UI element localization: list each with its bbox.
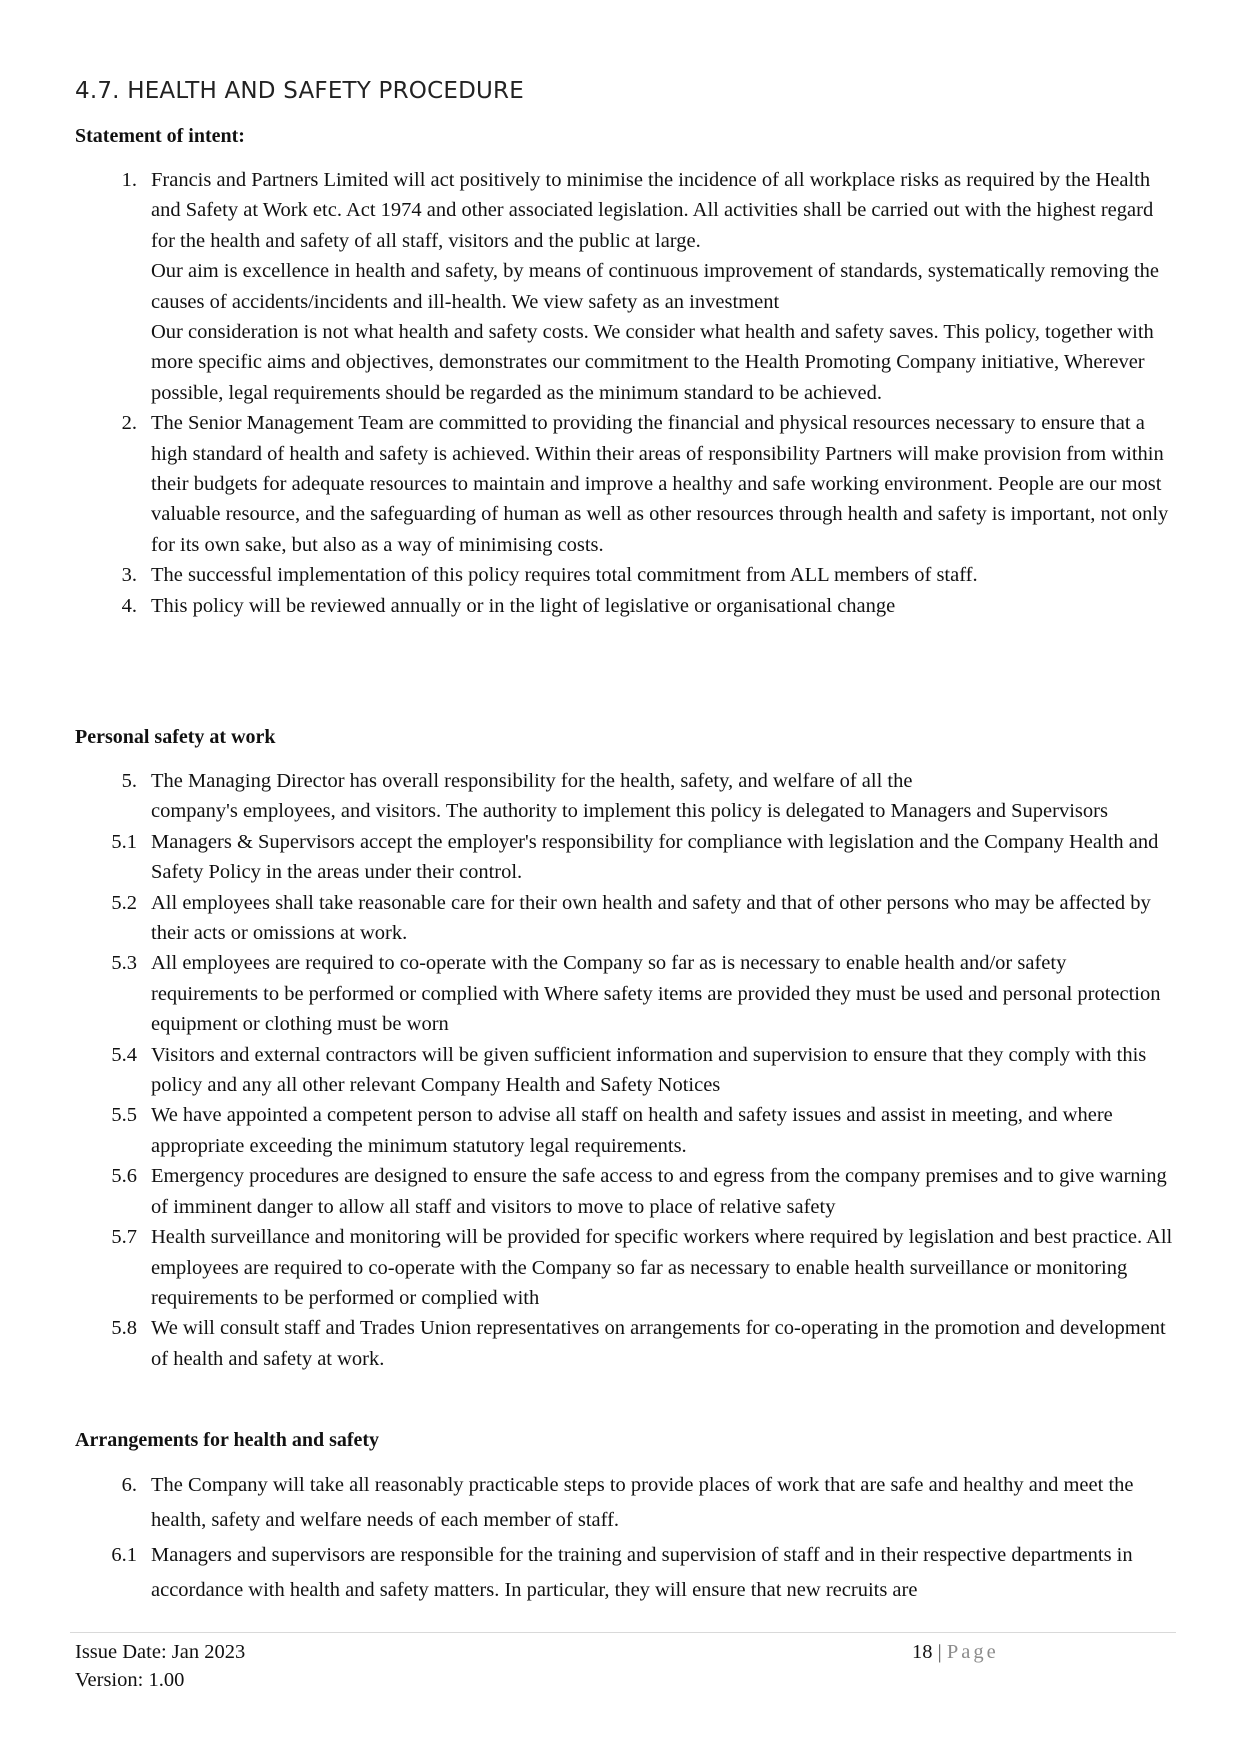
item-text: Managers and supervisors are responsible for the training and supervision of staff and in their respective departments in accordance with health and safety matters. In particular, they will ensure that new recruits are (151, 1544, 1133, 1601)
paragraph: company's employees, and visitors. The authority to implement this policy is delegated to Managers and Supervisors (151, 800, 1108, 823)
item-number: 5.6 (111, 1165, 137, 1188)
item-number: 5.7 (111, 1226, 137, 1249)
paragraph: The Managing Director has overall responsibility for the health, safety, and welfare of all the (151, 770, 913, 792)
item-text (151, 165, 1175, 408)
item-text: Health surveillance and monitoring will be provided for specific workers where required by legislation and best practice. All employees are required to co-operate with the Company so far as necessary to enable health surveillance or monitoring requirements to be performed or complied with (151, 1226, 1173, 1309)
section-heading: 4.7. HEALTH AND SAFETY PROCEDURE (75, 78, 524, 104)
paragraph: Our consideration is not what health and safety costs. We consider what health and safety saves. This policy, together with more specific aims and objectives, demonstrates our commitment to the Health Promoting Company initiative, Wherever possible, legal requirements should be regarded as the minimum standard to be achieved. (151, 321, 1154, 404)
item-text: The Senior Management Team are committed to providing the financial and physical resources necessary to ensure that a high standard of health and safety is achieved. Within their areas of responsibility Partners will make provision from within their budgets for adequate resources to maintain and improve a healthy and safe working environment. People are our most valuable resource, and the safeguarding of human as well as other resources through health and safety is important, not only for its own sake, but also as a way of minimising costs. (151, 412, 1169, 556)
list-item (75, 1313, 1175, 1374)
list-item (75, 888, 1175, 949)
paragraph: Our aim is excellence in health and safety, by means of continuous improvement of standards, systematically removing the causes of accidents/incidents and ill-health. We view safety as an investment (151, 260, 1160, 313)
subsection-title: Arrangements for health and safety (75, 1429, 380, 1451)
list-item (75, 1161, 1175, 1222)
item-number: 5.3 (111, 952, 137, 975)
list-item (75, 766, 1175, 827)
item-number: 5.1 (111, 830, 137, 853)
issue-date: Issue Date: Jan 2023 (75, 1641, 246, 1663)
page-separator: | (932, 1641, 947, 1663)
item-text: The Company will take all reasonably practicable steps to provide places of work that are safe and healthy and meet the health, safety and welfare needs of each member of staff. (151, 1474, 1134, 1531)
item-text (151, 766, 1175, 827)
subsection-title: Personal safety at work (75, 726, 276, 748)
item-text: Emergency procedures are designed to ensure the safe access to and egress from the company premises and to give warning of imminent danger to allow all staff and visitors to move to place of relative safety (151, 1165, 1167, 1218)
list-item (75, 1100, 1175, 1161)
list-item (75, 408, 1175, 560)
list-item (75, 948, 1175, 1039)
list-item (75, 1468, 1175, 1538)
item-number: 6.1 (111, 1544, 137, 1566)
list-item (75, 1040, 1175, 1101)
list-item (75, 1538, 1175, 1608)
item-number: 5. (121, 770, 137, 792)
item-number: 5.2 (111, 891, 137, 914)
list-item (75, 560, 1175, 590)
item-number: 1. (121, 169, 137, 191)
subsection-title: Statement of intent: (75, 125, 245, 147)
footer-divider (70, 1632, 1176, 1633)
item-number: 4. (121, 594, 137, 617)
page-number-value: 18 (912, 1641, 933, 1663)
paragraph: Francis and Partners Limited will act positively to minimise the incidence of all workplace risks as required by the Health and Safety at Work etc. Act 1974 and other associated legislation. All activities shall be carried out with the highest regard for the health and safety of all staff, visitors and the public at large. (151, 169, 1154, 252)
numbered-list (75, 766, 1175, 1374)
item-text: We have appointed a competent person to advise all staff on health and safety issues and assist in meeting, and where appropriate exceeding the minimum statutory legal requirements. (151, 1104, 1113, 1157)
list-item (75, 1222, 1175, 1313)
item-text: Visitors and external contractors will be given sufficient information and supervision to ensure that they comply with this policy and any all other relevant Company Health and Safety Notices (151, 1043, 1147, 1097)
item-text: All employees are required to co-operate with the Company so far as is necessary to enable health and/or safety requirements to be performed or complied with Where safety items are provided they must be used and personal protection equipment or clothing must be worn (151, 952, 1161, 1036)
item-number: 5.8 (111, 1317, 137, 1340)
item-number: 2. (121, 412, 137, 435)
numbered-list (75, 165, 1175, 621)
list-item (75, 591, 1175, 621)
item-text: We will consult staff and Trades Union representatives on arrangements for co-operating in the promotion and development of health and safety at work. (151, 1317, 1166, 1370)
item-number: 6. (121, 1474, 137, 1496)
item-number: 5.5 (111, 1104, 137, 1127)
list-item (75, 165, 1175, 408)
numbered-list (75, 1468, 1175, 1608)
item-number: 3. (121, 564, 137, 587)
page-number (912, 1638, 999, 1666)
footer-info (75, 1638, 245, 1694)
item-text: All employees shall take reasonable care for their own health and safety and that of other persons who may be affected by their acts or omissions at work. (151, 891, 1151, 945)
item-text: The successful implementation of this policy requires total commitment from ALL members of staff. (151, 564, 978, 587)
item-text: This policy will be reviewed annually or in the light of legislative or organisational change (151, 594, 896, 617)
version: Version: 1.00 (75, 1669, 185, 1691)
item-text: Managers & Supervisors accept the employer's responsibility for compliance with legislation and the Company Health and Safety Policy in the areas under their control. (151, 830, 1159, 884)
list-item (75, 827, 1175, 888)
page-label: Page (946, 1641, 999, 1663)
item-number: 5.4 (111, 1043, 137, 1066)
